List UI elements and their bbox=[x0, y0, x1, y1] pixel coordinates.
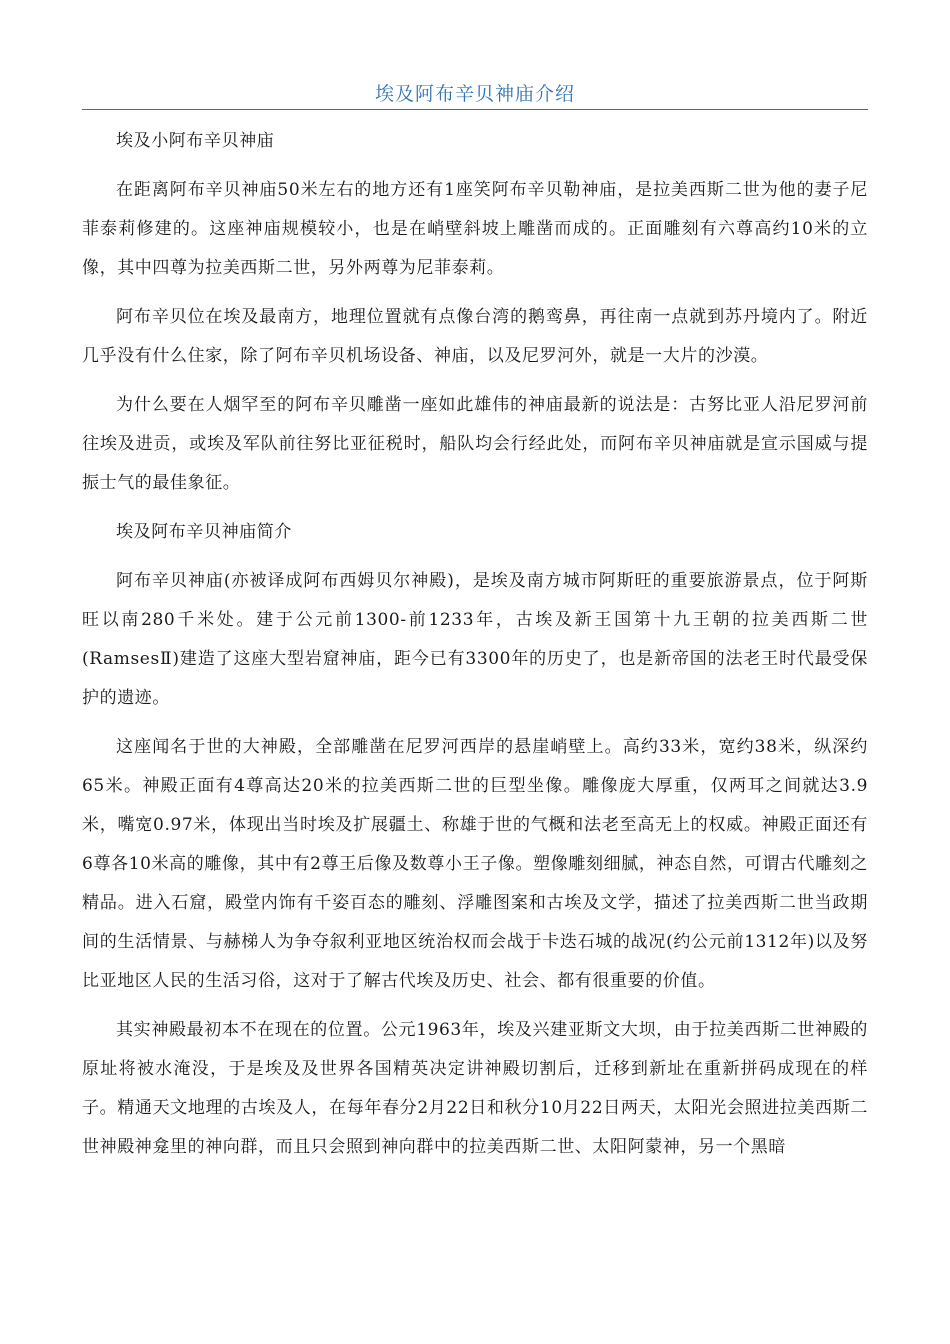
section-heading-small-temple: 埃及小阿布辛贝神庙 bbox=[116, 131, 275, 151]
title-underline bbox=[82, 109, 868, 110]
paragraph-purpose: 为什么要在人烟罕至的阿布辛贝雕凿一座如此雄伟的神庙最新的说法是：古努比亚人沿尼罗河前往埃及进贡，或埃及军队前往努比亚征税时，船队均会行经此处，而阿布辛贝神庙就是宣示国威与提振士气的最佳象征。 bbox=[82, 395, 868, 493]
paragraph-great-temple: 这座闻名于世的大神殿，全部雕凿在尼罗河西岸的悬崖峭壁上。高约33米，宽约38米，纵深约65米。神殿正面有4尊高达20米的拉美西斯二世的巨型坐像。雕像庞大厚重，仅两耳之间就达3.9米，嘴宽0.97米，体现出当时埃及扩展疆土、称雄于世的气概和法老至高无上的权威。神殿正面还有6尊各10米高的雕像，其中有2尊王后像及数尊小王子像。塑像雕刻细腻，神态自然，可谓古代雕刻之精品。进入石窟，殿堂内饰有千姿百态的雕刻、浮雕图案和古埃及文学，描述了拉美西斯二世当政期间的生活情景、与赫梯人为争夺叙利亚地区统治权而会战于卡迭石城的战况(约公元前1312年)以及努比亚地区人民的生活习俗，这对于了解古代埃及历史、社会、都有很重要的价值。 bbox=[82, 737, 868, 991]
document-body bbox=[82, 122, 868, 1177]
section-heading-intro: 埃及阿布辛贝神庙简介 bbox=[116, 522, 292, 542]
document-title: 埃及阿布辛贝神庙介绍 bbox=[374, 83, 575, 105]
paragraph-small-temple: 在距离阿布辛贝神庙50米左右的地方还有1座笑阿布辛贝勒神庙，是拉美西斯二世为他的妻子尼菲泰莉修建的。这座神庙规模较小，也是在峭壁斜坡上雕凿而成的。正面雕刻有六尊高约10米的立像，其中四尊为拉美西斯二世，另外两尊为尼菲泰莉。 bbox=[82, 180, 868, 278]
paragraph-relocation: 其实神殿最初本不在现在的位置。公元1963年，埃及兴建亚斯文大坝，由于拉美西斯二世神殿的原址将被水淹没，于是埃及及世界各国精英决定讲神殿切割后，迁移到新址在重新拼码成现在的样子。精通天文地理的古埃及人，在每年春分2月22日和秋分10月22日两天，太阳光会照进拉美西斯二世神殿神龛里的神向群，而且只会照到神向群中的拉美西斯二世、太阳阿蒙神，另一个黑暗 bbox=[82, 1020, 868, 1157]
paragraph-location: 阿布辛贝位在埃及最南方，地理位置就有点像台湾的鹅鸾鼻，再往南一点就到苏丹境内了。附近几乎没有什么住家，除了阿布辛贝机场设备、神庙，以及尼罗河外，就是一大片的沙漠。 bbox=[82, 307, 868, 366]
paragraph-intro: 阿布辛贝神庙(亦被译成阿布西姆贝尔神殿)，是埃及南方城市阿斯旺的重要旅游景点，位于阿斯旺以南280千米处。建于公元前1300-前1233年，古埃及新王国第十九王朝的拉美西斯二世(RamsesⅡ)建造了这座大型岩窟神庙，距今已有3300年的历史了，也是新帝国的法老王时代最受保护的遗迹。 bbox=[82, 571, 868, 708]
